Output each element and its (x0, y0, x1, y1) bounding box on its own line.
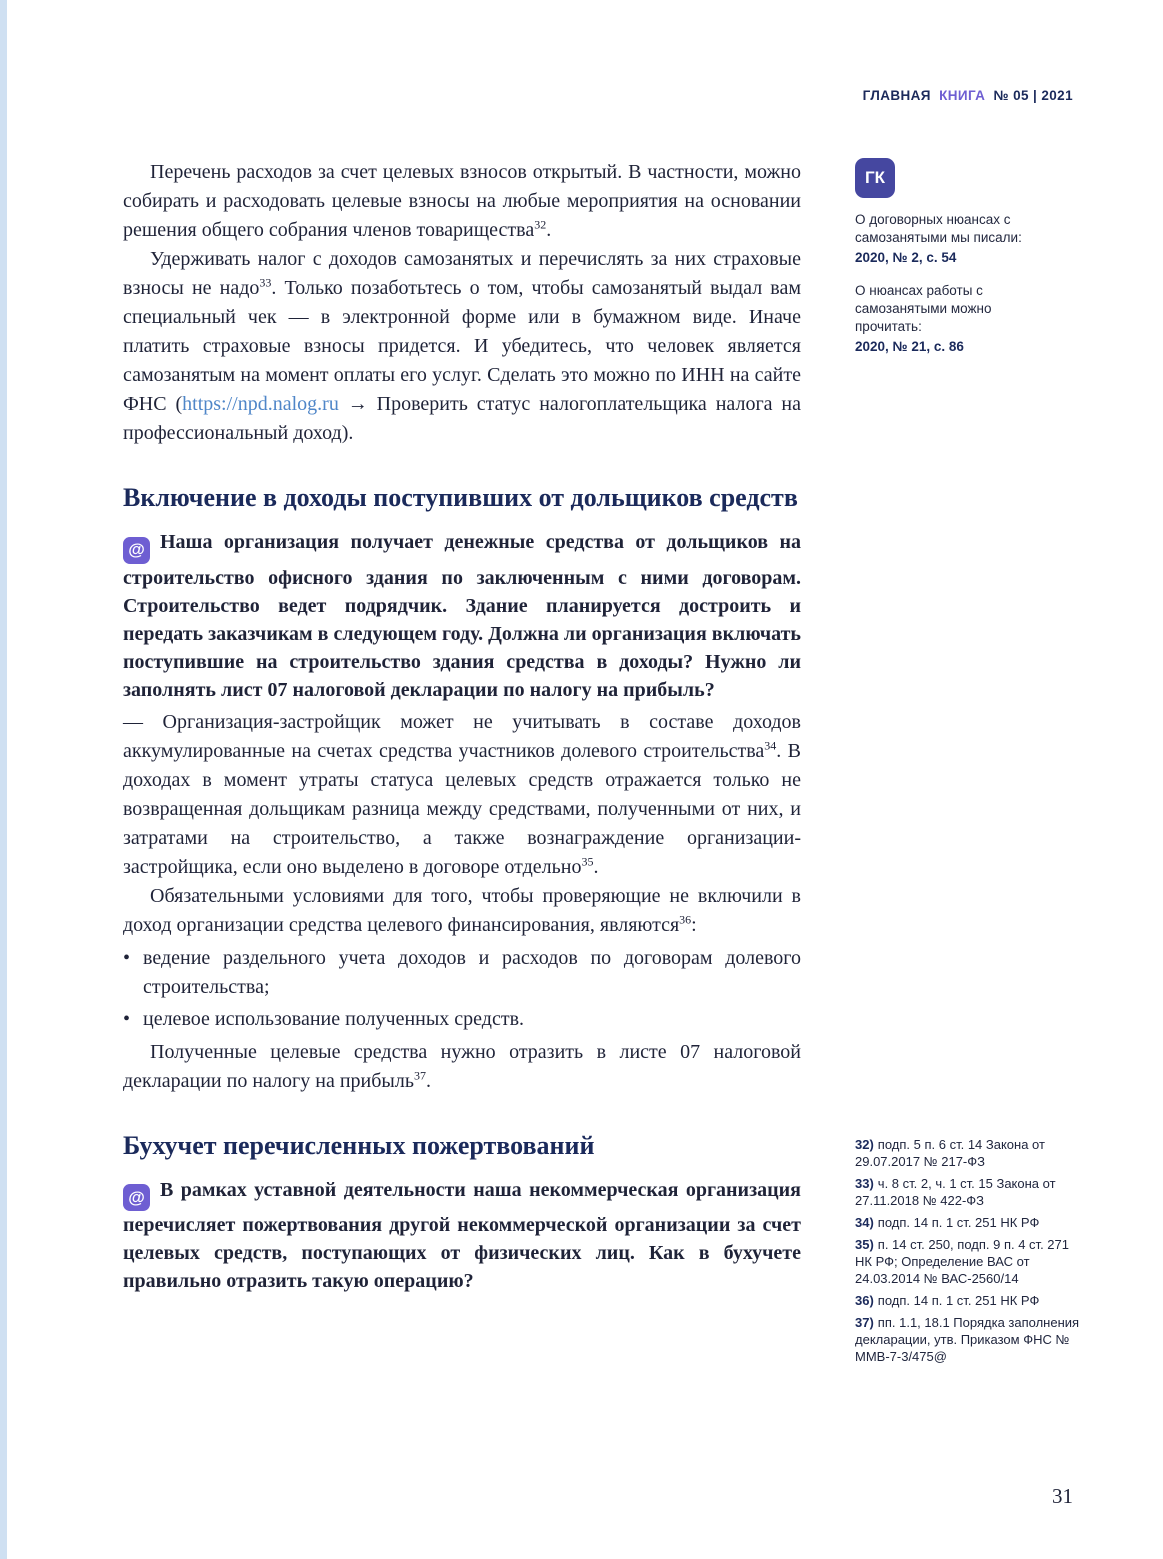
footnote-number: 37) (855, 1315, 874, 1330)
gk-logo-icon: ГК (855, 158, 895, 198)
page-number: 31 (1052, 1484, 1073, 1508)
sidebar-note (855, 282, 1040, 356)
paragraph-text: — Организация-застройщик может не учитывать в составе доходов аккумулированные на счетах средства участников долевого строительства (123, 710, 801, 762)
sidebar-note (855, 211, 1040, 267)
question-block-1 (123, 528, 801, 704)
footnote-35 (855, 1236, 1087, 1287)
footnote-number: 35) (855, 1237, 874, 1252)
footnotes-block (855, 1136, 1087, 1370)
paragraph-text: . (425, 1069, 431, 1092)
section-heading-buhuchet: Бухучет перечисленных пожертвований (123, 1130, 595, 1160)
section-heading-dolshchiki: Включение в доходы поступивших от дольщиков средств (123, 483, 798, 512)
question-block-2 (123, 1176, 801, 1296)
footnote-text: подп. 14 п. 1 ст. 251 НК РФ (877, 1215, 1040, 1230)
paragraph-text: . (593, 855, 599, 878)
paragraph-text: . (546, 219, 552, 241)
sidebar-note-text: О нюансах работы с самозанятыми можно прочитать: (855, 283, 992, 334)
sidebar-issue-reference[interactable]: 2020, № 21, с. 86 (855, 339, 964, 354)
paragraph-text: Полученные целевые средства нужно отразить в листе 07 налоговой декларации по налогу на прибыль (123, 1040, 801, 1092)
footnote-text: подп. 14 п. 1 ст. 251 НК РФ (877, 1293, 1040, 1308)
question-text: Наша организация получает денежные средства от дольщиков на строительство офисного здания по заключенным с ними договорам. Строительство ведет подрядчик. Здание планируется достроить и передать заказчикам в следующем году. Должна ли организация включать поступившие на строительство здания средства в доходы? Нужно ли заполнять лист 07 налоговой декларации по налогу на прибыль? (123, 531, 801, 701)
paragraph-text: . В доходах в момент утраты статуса целевых средств отражается только не возвращенная дольщикам разница между средствами, полученными от них, и затратами на строительство, а также вознаграждение организации-застройщика, если оно выделено в договоре отдельно (123, 739, 801, 878)
at-question-icon: @ (123, 537, 150, 564)
paragraph-text: Перечень расходов за счет целевых взносов открытый. В частности, можно собирать и расходовать целевые взносы на любые мероприятия на основании решения общего собрания членов товарищества (123, 161, 801, 241)
answer-paragraph-1 (123, 708, 801, 882)
footnote-text: подп. 5 п. 6 ст. 14 Закона от 29.07.2017 № 217-ФЗ (855, 1137, 1045, 1169)
brand-glavnaya: ГЛАВНАЯ (862, 88, 931, 103)
footnote-ref-37: 37 (413, 1067, 426, 1082)
footnote-number: 33) (855, 1176, 874, 1191)
bullet-text: ведение раздельного учета доходов и расходов по договорам долевого строительства; (143, 946, 801, 998)
paragraph-text: Удерживать налог с доходов самозанятых и перечислять за них страховые взносы не надо (123, 248, 801, 299)
footnote-32 (855, 1136, 1087, 1170)
paragraph-text: . Только позаботьтесь о том, чтобы самозанятый выдал вам специальный чек — в электронной форме или в бумажном виде. Иначе платить страховые взносы придется. И убедитесь, что человек является самозанятым на момент оплаты его услуг. Сделать это можно по ИНН на сайте ФНС ( (123, 277, 801, 415)
answer-paragraph-3 (123, 1038, 801, 1096)
footnote-text: п. 14 ст. 250, подп. 9 п. 4 ст. 271 НК РФ; Определение ВАС от 24.03.2014 № ВАС-2560/14 (855, 1237, 1069, 1286)
list-item (123, 944, 801, 1002)
brand-kniga: КНИГА (939, 88, 986, 103)
footnote-36 (855, 1292, 1087, 1309)
footnote-ref-34: 34 (764, 737, 777, 752)
footnote-text: пп. 1.1, 18.1 Порядка заполнения декларации, утв. Приказом ФНС № ММВ-7-3/475@ (855, 1315, 1080, 1364)
paragraph-text: Обязательными условиями для того, чтобы проверяющие не включили в доход организации средства целевого финансирования, являются (123, 884, 801, 936)
page-header (859, 88, 1073, 103)
footnote-number: 34) (855, 1215, 874, 1230)
footnote-ref-36: 36 (679, 911, 692, 926)
npd-nalog-link[interactable]: https://npd.nalog.ru (182, 393, 339, 415)
footnote-number: 32) (855, 1137, 874, 1152)
footnote-ref-35: 35 (581, 853, 594, 868)
bullet-list (123, 944, 801, 1034)
answer-paragraph-2 (123, 882, 801, 940)
sidebar-issue-reference[interactable]: 2020, № 2, с. 54 (855, 250, 957, 265)
footnote-number: 36) (855, 1293, 874, 1308)
body-paragraph-2 (123, 245, 801, 448)
footnote-ref-32: 32 (534, 217, 547, 232)
paragraph-text: → Проверить статус налогоплательщика налога на профессиональный доход). (123, 393, 802, 444)
main-text-column (123, 158, 801, 1299)
bullet-icon: • (123, 1007, 131, 1030)
footnote-37 (855, 1314, 1087, 1365)
bullet-text: целевое использование полученных средств. (143, 1007, 525, 1030)
issue-number: № 05 | 2021 (993, 88, 1073, 103)
body-paragraph-1 (123, 158, 801, 245)
footnote-34 (855, 1214, 1087, 1231)
bullet-icon: • (123, 946, 131, 969)
list-item (123, 1005, 801, 1034)
footnote-text: ч. 8 ст. 2, ч. 1 ст. 15 Закона от 27.11.2018 № 422-ФЗ (855, 1176, 1056, 1208)
question-text: В рамках уставной деятельности наша некоммерческая организация перечисляет пожертвования другой некоммерческой организации за счет целевых средств, поступающих от физических лиц. Как в бухучете правильно отразить такую операцию? (123, 1178, 801, 1292)
at-question-icon: @ (123, 1184, 150, 1211)
footnote-ref-33: 33 (259, 275, 272, 290)
sidebar-note-text: О договорных нюансах с самозанятыми мы писали: (855, 212, 1022, 245)
left-edge-rule (0, 0, 7, 1559)
footnote-33 (855, 1175, 1087, 1209)
sidebar (855, 158, 1083, 371)
paragraph-text: : (691, 913, 697, 936)
